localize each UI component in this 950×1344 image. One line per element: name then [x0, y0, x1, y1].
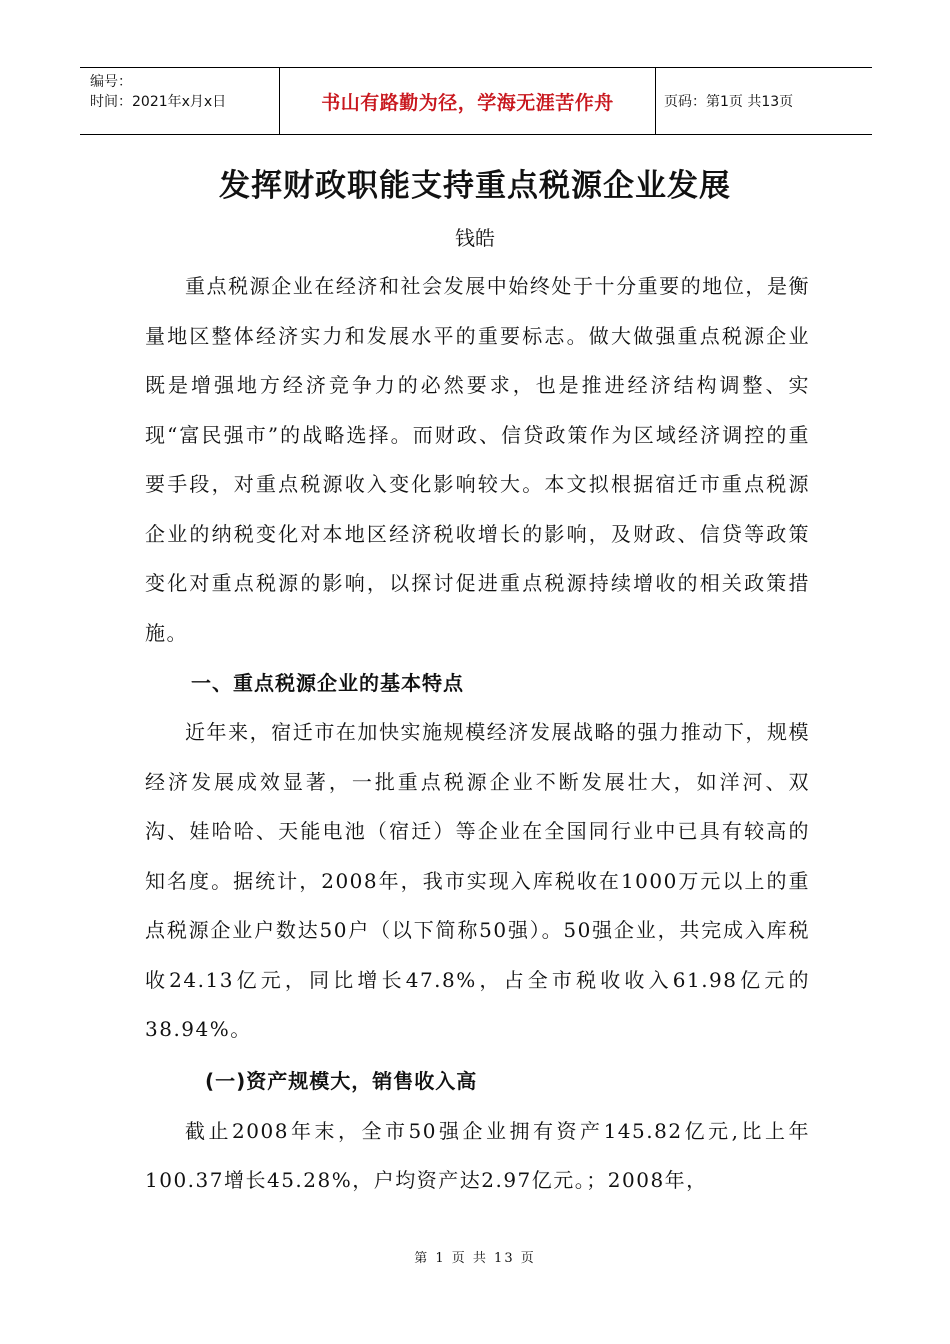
subsection-paragraph: 截止2008年末，全市50强企业拥有资产145.82亿元,比上年100.37增长45.28%，户均资产达2.97亿元。；2008年， [145, 1118, 810, 1192]
intro-paragraph: 重点税源企业在经济和社会发展中始终处于十分重要的地位，是衡量地区整体经济实力和发展水平的重要标志。做大做强重点税源企业既是增强地方经济竞争力的必然要求，也是推进经济结构调整、实现“富民强市”的战略选择。而财政、信贷政策作为区域经济调控的重要手段，对重点税源收入变化影响较大。本文拟根据宿迁市重点税源企业的纳税变化对本地区经济税收增长的影响，及财政、信贷等政策变化对重点税源的影响，以探讨促进重点税源持续增收的相关政策措施。 [145, 274, 810, 645]
section-paragraph: 近年来，宿迁市在加快实施规模经济发展战略的强力推动下，规模经济发展成效显著，一批重点税源企业不断发展壮大，如洋河、双沟、娃哈哈、天能电池（宿迁）等企业在全国同行业中已具有较高的知名度。据统计，2008年，我市实现入库税收在1000万元以上的重点税源企业户数达50户（以下简称50强）。50强企业，共完成入库税收24.13亿元，同比增长47.8%，占全市税收收入61.98亿元的38.94%。 [145, 720, 810, 1041]
document-author: 钱皓 [455, 226, 495, 250]
header-motto-cell [280, 68, 656, 134]
document-body [145, 262, 810, 1206]
header-motto: 书山有路勤为径，学海无涯苦作舟 [321, 91, 614, 114]
subsection-heading: (一)资产规模大，销售收入高 [205, 1068, 478, 1093]
page-footer: 第 1 页 共 13 页 [414, 1251, 536, 1266]
header-page-info: 页码：第1页 共13页 [664, 94, 794, 110]
document-time-label: 时间：2021年x月x日 [90, 94, 227, 110]
header-meta [80, 68, 280, 134]
section-heading: 一、重点税源企业的基本特点 [191, 671, 464, 695]
document-number-label: 编号： [90, 74, 132, 90]
header-page-info-cell [656, 68, 872, 134]
page-header [80, 67, 872, 135]
document-title: 发挥财政职能支持重点税源企业发展 [219, 168, 731, 204]
